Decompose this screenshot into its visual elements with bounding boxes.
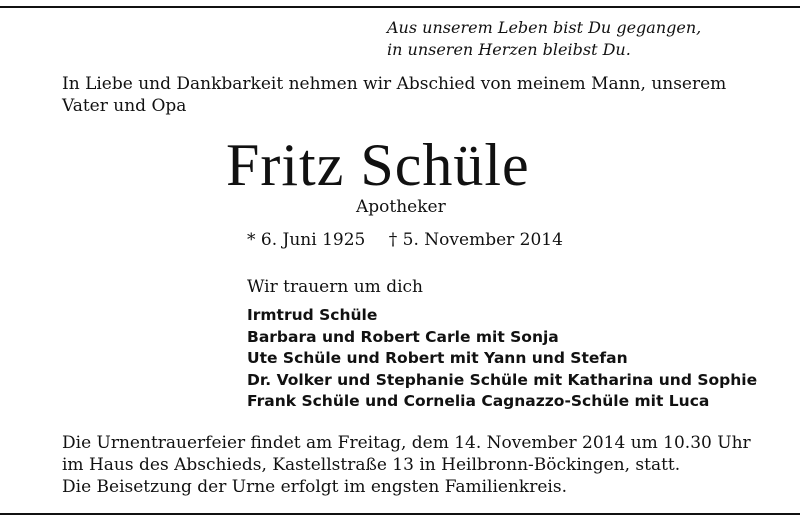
bottom-rule <box>0 513 800 515</box>
top-rule <box>0 6 800 8</box>
deceased-name: Fritz Schüle <box>226 132 530 198</box>
motto-verse <box>387 17 701 61</box>
motto-line-1: Aus unserem Leben bist Du gegangen, <box>387 18 702 37</box>
motto-line-2: in unseren Herzen bleibst Du. <box>387 40 631 59</box>
ceremony-line-1: Die Urnentrauerfeier findet am Freitag, dem 14. November 2014 um 10.30 Uhr <box>62 433 751 453</box>
family-member: Frank Schüle und Cornelia Cagnazzo-Schüle mit Luca <box>247 392 710 410</box>
life-dates <box>247 229 563 251</box>
family-member: Barbara und Robert Carle mit Sonja <box>247 327 559 346</box>
intro-text: In Liebe und Dankbarkeit nehmen wir Abschied von meinem Mann, unserem Vater und Opa <box>62 74 727 116</box>
family-member: Irmtrud Schüle <box>247 306 378 324</box>
ceremony-line-2: im Haus des Abschieds, Kastellstraße 13 in Heilbronn-Böckingen, statt. <box>62 455 681 475</box>
family-member: Ute Schüle und Robert mit Yann und Stefan <box>247 349 628 367</box>
deceased-profession: Apotheker <box>356 197 446 217</box>
ceremony-details <box>62 432 762 498</box>
family-list <box>247 305 757 413</box>
mourning-heading: Wir trauern um dich <box>247 277 423 297</box>
family-member: Dr. Volker und Stephanie Schüle mit Katharina und Sophie <box>247 370 758 389</box>
birth-date: * 6. Juni 1925 <box>247 230 366 250</box>
ceremony-line-3: Die Beisetzung der Urne erfolgt im engsten Familienkreis. <box>62 477 567 497</box>
death-date: † 5. November 2014 <box>388 230 563 250</box>
